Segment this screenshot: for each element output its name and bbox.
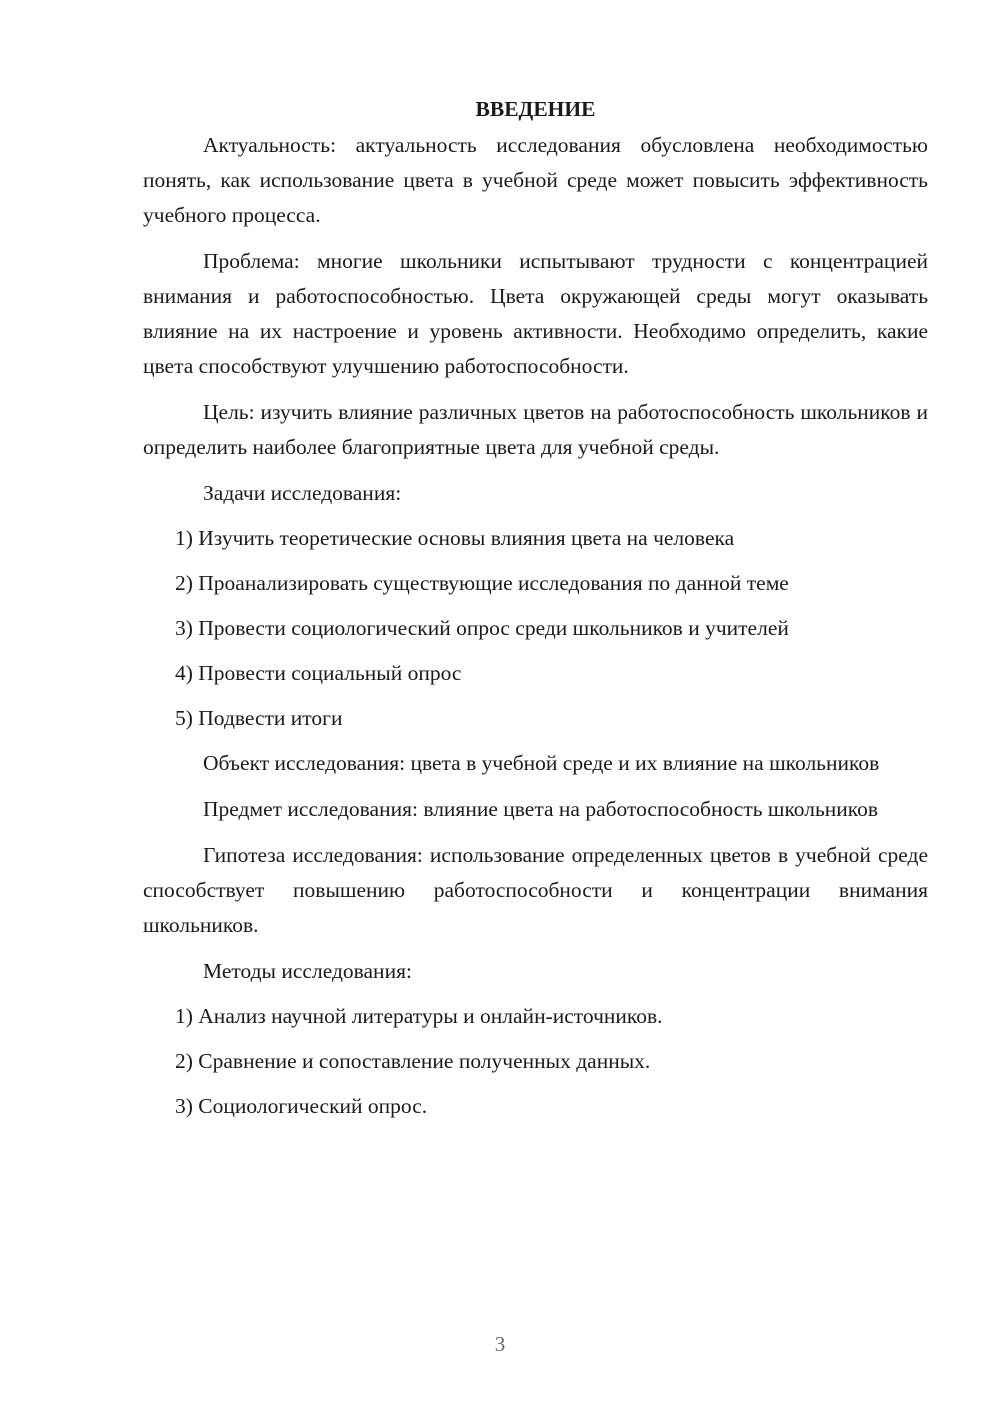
subject-paragraph: Предмет исследования: влияние цвета на работоспособность школьников <box>203 797 879 821</box>
problem-paragraph: Проблема: многие школьники испытывают трудности с концентрацией внимания и работоспособностью. Цвета окружающей среды могут оказывать влияние на их настроение и уровень активности. Необходимо определить, какие цвета способствуют улучшению работоспособности. <box>143 249 928 378</box>
document-page <box>143 92 928 1134</box>
page-title: ВВЕДЕНИЕ <box>475 97 596 121</box>
tasks-heading: Задачи исследования: <box>203 481 402 505</box>
list-item: 5) Подвести итоги <box>175 706 343 730</box>
list-item: 4) Провести социальный опрос <box>175 661 462 685</box>
tasks-list <box>143 521 928 736</box>
list-item: 1) Анализ научной литературы и онлайн-источников. <box>175 1004 663 1028</box>
relevance-paragraph: Актуальность: актуальность исследования обусловлена необходимостью понять, как использование цвета в учебной среде может повысить эффективность учебного процесса. <box>143 133 928 227</box>
methods-heading: Методы исследования: <box>203 959 412 983</box>
page-number: 3 <box>494 1332 506 1356</box>
methods-list <box>143 999 928 1124</box>
list-item: 1) Изучить теоретические основы влияния цвета на человека <box>175 526 735 550</box>
list-item: 2) Проанализировать существующие исследования по данной теме <box>175 571 789 595</box>
goal-paragraph: Цель: изучить влияние различных цветов на работоспособность школьников и определить наиболее благоприятные цвета для учебной среды. <box>143 400 928 459</box>
list-item: 2) Сравнение и сопоставление полученных данных. <box>175 1049 651 1073</box>
list-item: 3) Социологический опрос. <box>175 1094 428 1118</box>
hypothesis-paragraph: Гипотеза исследования: использование определенных цветов в учебной среде способствует повышению работоспособности и концентрации внимания школьников. <box>143 843 928 937</box>
list-item: 3) Провести социологический опрос среди школьников и учителей <box>175 616 789 640</box>
object-paragraph: Объект исследования: цвета в учебной среде и их влияние на школьников <box>203 751 880 775</box>
